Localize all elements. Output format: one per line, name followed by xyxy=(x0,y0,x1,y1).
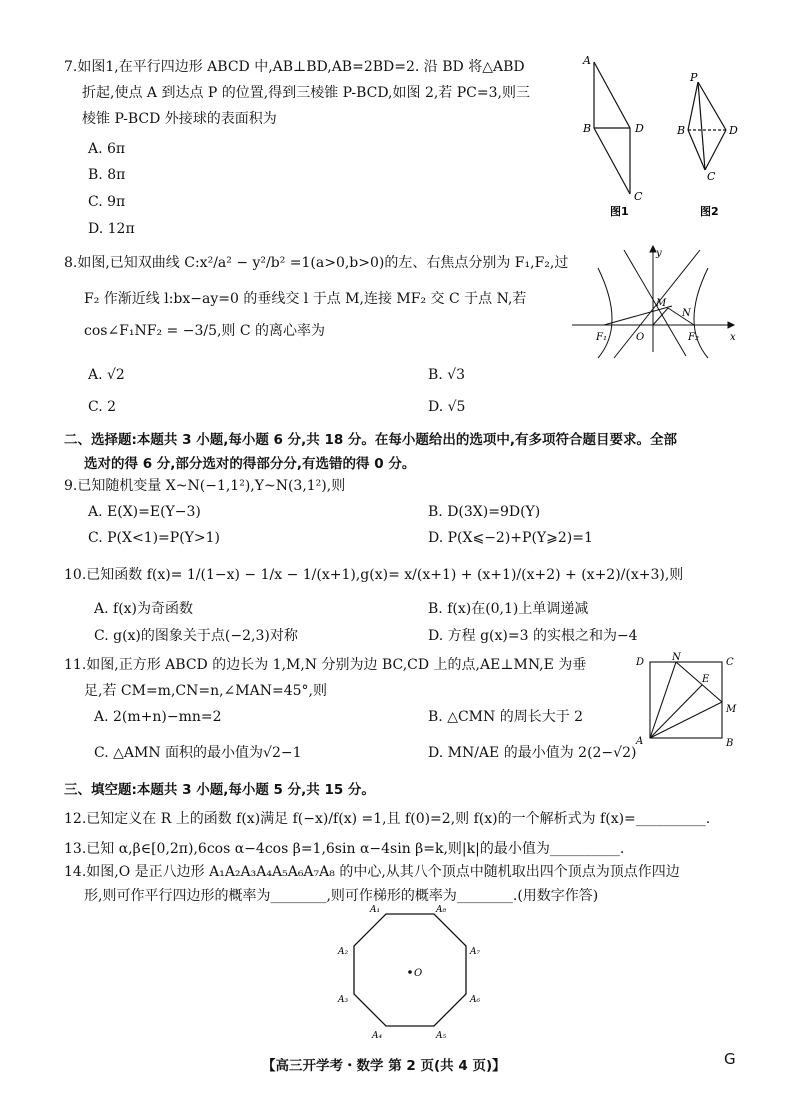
fig1-edge-ad xyxy=(594,62,630,128)
center-point xyxy=(408,970,412,974)
q14-figure xyxy=(330,902,490,1044)
segment-ae xyxy=(650,685,702,738)
q9-option-a: A. E(X)=E(Y−3) xyxy=(88,504,201,520)
q10-option-c: C. g(x)的图象关于点(−2,3)对称 xyxy=(94,628,298,644)
fig2-point-c: C xyxy=(707,170,716,183)
fig1-point-c: C xyxy=(634,190,643,203)
q11-line1: 11.如图,正方形 ABCD 的边长为 1,M,N 分别为边 BC,CD 上的点,AE⊥MN,E 为垂 xyxy=(64,657,587,673)
q9-option-d: D. P(X⩽−2)+P(Y⩾2)=1 xyxy=(428,530,593,546)
q12-text: 12.已知定义在 R 上的函数 f(x)满足 f(−x)/f(x) =1,且 f(0)=2,则 f(x)的一个解析式为 f(x)=__________. xyxy=(64,811,711,827)
q14-label-a3: A₃ xyxy=(338,995,349,1005)
regular-octagon xyxy=(354,914,466,1026)
fig2-point-d: D xyxy=(729,124,738,137)
q7-figure-1 xyxy=(594,62,630,194)
q9-option-c: C. P(X<1)=P(Y>1) xyxy=(88,530,221,546)
x-axis-arrow xyxy=(728,322,734,328)
q7-figure-2 xyxy=(688,82,726,170)
version-mark: G xyxy=(724,1050,736,1068)
q11-label-e: E xyxy=(702,674,710,685)
q8-option-d: D. √5 xyxy=(428,399,466,415)
q14-label-a6: A₆ xyxy=(470,995,481,1005)
asymptote-2 xyxy=(624,250,686,356)
q11-figure xyxy=(632,650,747,750)
q8-line1: 8.如图,已知双曲线 C:x²/a² − y²/b² =1(a>0,b>0)的左、右焦点分别为 F₁,F₂,过 xyxy=(64,255,569,271)
q9-option-b: B. D(3X)=9D(Y) xyxy=(428,504,541,520)
q8-line3: cos∠F₁NF₂ = −3/5,则 C 的离心率为 xyxy=(84,323,326,339)
q14-label-a5: A₅ xyxy=(436,1031,447,1041)
q11-label-d: D xyxy=(636,657,645,668)
q7-option-c: C. 9π xyxy=(88,194,126,210)
fig1-edge-bc xyxy=(594,128,630,194)
q11-option-a: A. 2(m+n)−mn=2 xyxy=(94,709,222,725)
q8-label-x: x xyxy=(730,332,736,343)
q8-label-f2: F₂ xyxy=(688,332,699,343)
q8-option-a: A. √2 xyxy=(88,367,125,383)
fig2-edge-dc xyxy=(705,130,726,170)
q10-option-b: B. f(x)在(0,1)上单调递减 xyxy=(428,601,589,617)
q11-option-c: C. △AMN 面积的最小值为√2−1 xyxy=(94,745,302,761)
q14-label-a1: A₁ xyxy=(370,905,381,915)
q8-option-c: C. 2 xyxy=(88,399,117,415)
q14-label-a8: A₈ xyxy=(436,905,447,915)
q7-line3: 棱锥 P-BCD 外接球的表面积为 xyxy=(82,111,277,127)
fig1-point-a: A xyxy=(583,54,591,67)
q10-stem: 10.已知函数 f(x)= 1/(1−x) − 1/x − 1/(x+1),g(x)= x/(x+1) + (x+1)/(x+2) + (x+2)/(x+3),则 xyxy=(64,567,684,583)
q7-figures xyxy=(580,52,760,227)
q11-label-a: A xyxy=(636,736,644,747)
segment-mn xyxy=(676,662,722,702)
q8-option-b: B. √3 xyxy=(428,367,466,383)
q11-option-d: D. MN/AE 的最小值为 2(2−√2) xyxy=(428,745,637,761)
fig1-point-b: B xyxy=(583,122,592,135)
fig2-label: 图2 xyxy=(700,205,719,218)
q8-label-n: N xyxy=(682,308,691,319)
q10-option-a: A. f(x)为奇函数 xyxy=(94,601,194,617)
q8-label-y: y xyxy=(656,248,662,259)
q11-label-c: C xyxy=(726,657,734,668)
q11-option-b: B. △CMN 的周长大于 2 xyxy=(428,709,584,725)
fig2-edge-pd xyxy=(698,82,726,130)
fig2-edge-pb xyxy=(688,82,698,130)
fig1-point-d: D xyxy=(635,122,644,135)
q14-label-a4: A₄ xyxy=(372,1031,383,1041)
q11-label-b: B xyxy=(726,738,734,749)
fig1-label: 图1 xyxy=(610,205,629,218)
q10-option-d: D. 方程 g(x)=3 的实根之和为−4 xyxy=(428,628,638,644)
q13-text: 13.已知 α,β∈[0,2π),6cos α−4cos β=1,6sin α−4sin β=k,则|k|的最小值为__________. xyxy=(64,841,625,857)
q8-label-o: O xyxy=(636,332,645,343)
fig2-point-p: P xyxy=(690,71,698,84)
section2-line1: 二、选择题:本题共 3 小题,每小题 6 分,共 18 分。在每小题给出的选项中,有多项符合题目要求。全部 xyxy=(64,432,678,448)
page-footer: 【高三开学考・数学 第 2 页(共 4 页)】 xyxy=(262,1058,506,1074)
fig2-point-b: B xyxy=(677,124,686,137)
q7-line2: 折起,使点 A 到达点 P 的位置,得到三棱锥 P-BCD,如图 2,若 PC=3,则三 xyxy=(82,85,530,101)
q11-label-n: N xyxy=(672,652,681,663)
q9-stem: 9.已知随机变量 X~N(−1,1²),Y~N(3,1²),则 xyxy=(64,478,346,494)
section2-line2: 选对的得 6 分,部分选对的得部分分,有选错的得 0 分。 xyxy=(84,456,416,472)
q7-option-b: B. 8π xyxy=(88,167,126,183)
q14-label-a7: A₇ xyxy=(470,947,481,957)
q11-line2: 足,若 CM=m,CN=n,∠MAN=45°,则 xyxy=(84,683,327,699)
q7-line1: 7.如图1,在平行四边形 ABCD 中,AB⊥BD,AB=2BD=2. 沿 BD 将△ABD xyxy=(64,59,525,75)
hyperbola-right-branch xyxy=(694,268,708,358)
q7-option-a: A. 6π xyxy=(88,141,126,157)
q8-label-f1: F₁ xyxy=(596,332,607,343)
q7-option-d: D. 12π xyxy=(88,221,135,237)
q11-label-m: M xyxy=(726,704,737,715)
q8-figure xyxy=(568,240,748,360)
q14-line1: 14.如图,O 是正八边形 A₁A₂A₃A₄A₅A₆A₇A₈ 的中心,从其八个顶点中随机取出四个顶点为顶点作四边 xyxy=(64,864,680,880)
q8-label-m: M xyxy=(656,298,667,309)
q14-label-a2: A₂ xyxy=(338,947,349,957)
q14-label-o: O xyxy=(414,968,423,979)
q8-line2: F₂ 作渐近线 l:bx−ay=0 的垂线交 l 于点 M,连接 MF₂ 交 C 于点 N,若 xyxy=(84,291,527,307)
section3-line1: 三、填空题:本题共 3 小题,每小题 5 分,共 15 分。 xyxy=(64,782,375,798)
hyperbola-left-branch xyxy=(598,268,612,358)
q14-line2: 形,则可作平行四边形的概率为________,则可作梯形的概率为________.(用数字作答) xyxy=(84,888,599,904)
